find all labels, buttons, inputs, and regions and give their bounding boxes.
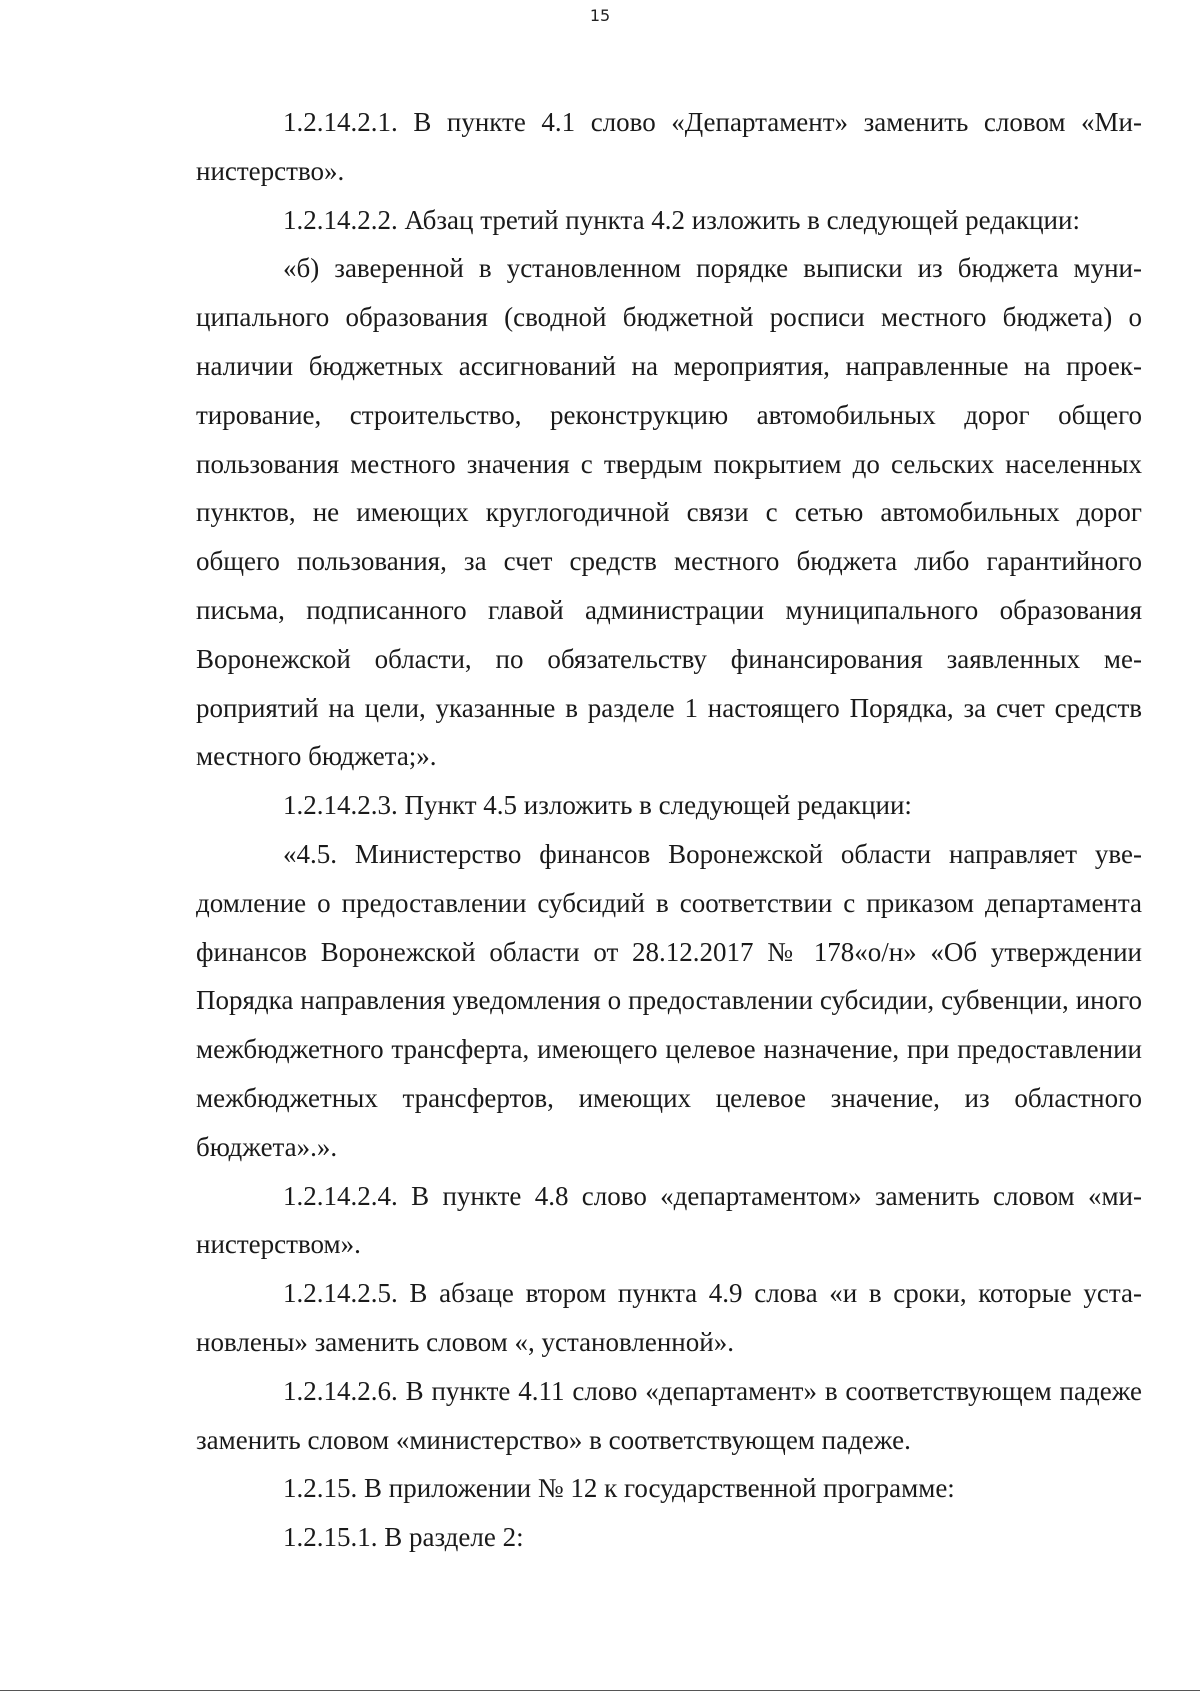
- paragraph-1-2-14-2-2: 1.2.14.2.2. Абзац третий пункта 4.2 изложить в следующей редакции:: [283, 204, 1080, 235]
- paragraph-1-2-15-1: 1.2.15.1. В разделе 2:: [283, 1522, 524, 1553]
- paragraph-1-2-15: 1.2.15. В приложении № 12 к государственной программе:: [283, 1473, 955, 1504]
- paragraph-1-2-14-2-6: 1.2.14.2.6. В пункте 4.11 слово «департамент» в соответствующем падеже заменить словом «министерство» в соответствующем падеже.: [196, 1375, 1142, 1455]
- paragraph-1-2-14-2-4: 1.2.14.2.4. В пункте 4.8 слово «департаментом» заменить словом «министерством».: [196, 1180, 1142, 1260]
- paragraph-1-2-14-2-3: 1.2.14.2.3. Пункт 4.5 изложить в следующей редакции:: [283, 790, 912, 821]
- paragraph-1-2-14-2-5: 1.2.14.2.5. В абзаце втором пункта 4.9 слова «и в сроки, которые установлены» заменить словом «, установленной».: [196, 1278, 1142, 1357]
- paragraph-quote-b: «б) заверенной в установленном порядке выписки из бюджета муниципального образования (сводной бюджетной росписи местного бюджета) о наличии бюджетных ассигнований на мероприятия, направленные на проектирование, строительство, реконструкцию автомобильных дорог общего пользования местного значения с твердым покрытием до сельских населенных пунктов, не имеющих круглогодичной связи с сетью автомобильных дорог общего пользования, за счет средств местного бюджета либо гарантийного письма, подписанного главой администрации муниципального образования Воронежской области, по обязательству финансирования заявленных мероприятий на цели, указанные в разделе 1 настоящего Порядка, за счет средств местного бюджета;».: [196, 253, 1142, 772]
- paragraph-quote-4-5: «4.5. Министерство финансов Воронежской области направляет уведомление о предоставлении субсидий в соответствии с приказом департамента финансов Воронежской области от 28.12.2017 № 178«о/н» «Об утверждении Порядка направления уведомления о предоставлении субсидии, субвенции, иного межбюджетного трансферта, имеющего целевое назначение, при предоставлении межбюджетных трансфертов, имеющих целевое значение, из областного бюджета».».: [196, 838, 1142, 1162]
- page-number: 15: [589, 6, 611, 25]
- bottom-rule: [0, 1690, 1200, 1691]
- paragraph-1-2-14-2-1: 1.2.14.2.1. В пункте 4.1 слово «Департамент» заменить словом «Министерство».: [196, 107, 1142, 186]
- document-body: [196, 98, 1142, 1562]
